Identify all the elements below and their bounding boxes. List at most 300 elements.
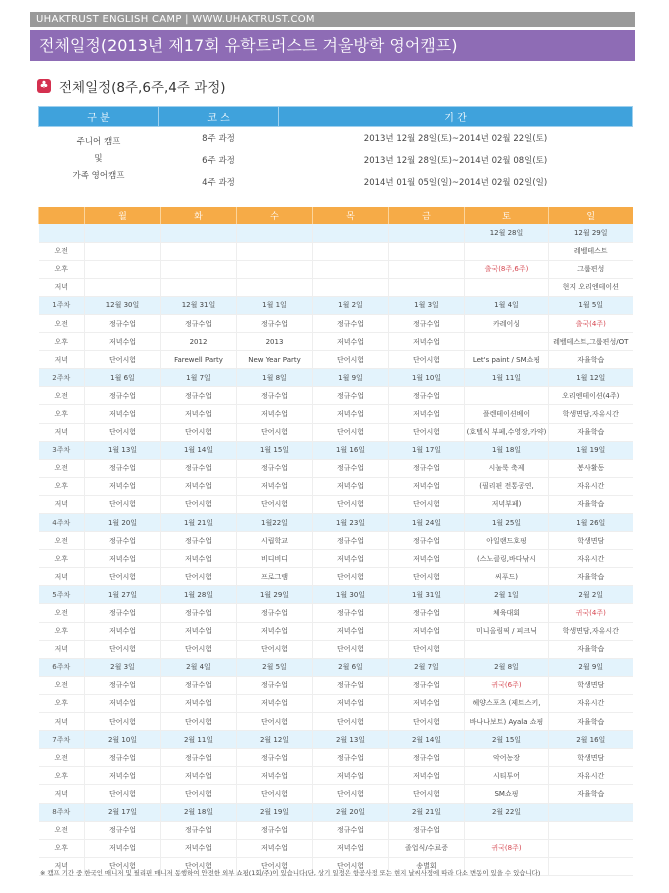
schedule-cell: 2월 1일 [465, 586, 549, 604]
schedule-table [38, 207, 633, 876]
schedule-cell: 저녁수업 [237, 405, 313, 423]
schedule-slot-row [39, 495, 633, 513]
schedule-cell: 정규수업 [313, 821, 389, 839]
schedule-cell: 1월 11일 [465, 369, 549, 387]
club-icon: ♣ [37, 79, 51, 93]
schedule-cell: 정규수업 [85, 604, 161, 622]
schedule-cell: 1월 3일 [389, 296, 465, 314]
schedule-cell: 2월 7일 [389, 658, 465, 676]
schedule-cell: 시립학교 [237, 532, 313, 550]
schedule-header-cell: 토 [465, 207, 549, 224]
schedule-row-label: 5주차 [39, 586, 85, 604]
schedule-cell: 귀국(4주) [549, 604, 633, 622]
schedule-row-label: 오후 [39, 405, 85, 423]
section-title: 전체일정(8주,6주,4주 과정) [59, 80, 226, 96]
schedule-slot-row [39, 278, 633, 296]
schedule-cell: 귀국(8주) [465, 839, 549, 857]
schedule-header-cell: 화 [161, 207, 237, 224]
schedule-cell: 2012 [161, 333, 237, 351]
schedule-row-label: 오후 [39, 694, 85, 712]
schedule-cell: 1월 17일 [389, 441, 465, 459]
schedule-cell: 2월 20일 [313, 803, 389, 821]
schedule-cell: 졸업식/수료증 [389, 839, 465, 857]
schedule-cell: 2월 17일 [85, 803, 161, 821]
schedule-row-label: 오전 [39, 314, 85, 332]
schedule-cell: 단어시험 [389, 713, 465, 731]
schedule-cell [237, 242, 313, 260]
schedule-cell: 1월 18일 [465, 441, 549, 459]
schedule-cell: 정규수업 [237, 314, 313, 332]
schedule-cell: 2월 15일 [465, 731, 549, 749]
schedule-cell: 2월 9일 [549, 658, 633, 676]
schedule-cell: 저녁수업 [237, 694, 313, 712]
schedule-cell: 12월 28일 [465, 224, 549, 242]
schedule-cell: 저녁수업 [85, 694, 161, 712]
schedule-cell: 1월 31일 [389, 586, 465, 604]
schedule-cell: 단어시험 [161, 423, 237, 441]
schedule-cell: 저녁수업 [237, 839, 313, 857]
schedule-cell: 1월 1일 [237, 296, 313, 314]
schedule-row-label: 저녁 [39, 785, 85, 803]
schedule-cell: 현지 오리엔테이션 [549, 278, 633, 296]
schedule-row-label: 저녁 [39, 351, 85, 369]
schedule-cell: 1월 2일 [313, 296, 389, 314]
schedule-cell: 2월 10일 [85, 731, 161, 749]
schedule-row-label: 오후 [39, 839, 85, 857]
schedule-cell: Let's paint / SM쇼핑 [465, 351, 549, 369]
schedule-cell: 단어시험 [313, 785, 389, 803]
schedule-cell: 단어시험 [237, 495, 313, 513]
schedule-cell: 정규수업 [85, 314, 161, 332]
schedule-cell [465, 821, 549, 839]
schedule-cell: 출국(8주,6주) [465, 260, 549, 278]
schedule-row-label: 오전 [39, 676, 85, 694]
schedule-row-label: 6주차 [39, 658, 85, 676]
schedule-cell: Farewell Party [161, 351, 237, 369]
schedule-cell [313, 260, 389, 278]
schedule-cell: 2월 11일 [161, 731, 237, 749]
course-table [38, 106, 633, 193]
schedule-cell: 저녁수업 [389, 333, 465, 351]
schedule-cell: 바나나보트) Ayala 쇼핑 [465, 713, 549, 731]
schedule-cell: 1월 27일 [85, 586, 161, 604]
schedule-cell: 저녁수업 [85, 767, 161, 785]
schedule-cell: 자율학습 [549, 785, 633, 803]
schedule-cell: 저녁수업 [313, 694, 389, 712]
schedule-row-label: 오전 [39, 749, 85, 767]
schedule-cell: 단어시험 [85, 495, 161, 513]
schedule-cell: 단어시험 [85, 785, 161, 803]
schedule-cell: 체육대회 [465, 604, 549, 622]
schedule-slot-row [39, 767, 633, 785]
schedule-cell: 오리엔테이션(4주) [549, 387, 633, 405]
schedule-cell: 자율학습 [549, 351, 633, 369]
schedule-slot-row [39, 550, 633, 568]
schedule-cell: 저녁수업 [313, 477, 389, 495]
schedule-cell: 1월 28일 [161, 586, 237, 604]
schedule-cell: 저녁수업 [85, 333, 161, 351]
course-group-line: 및 [94, 154, 103, 165]
schedule-cell: 정규수업 [389, 821, 465, 839]
schedule-slot-row [39, 459, 633, 477]
schedule-cell: 정규수업 [313, 749, 389, 767]
schedule-date-row [39, 441, 633, 459]
schedule-row-label: 오후 [39, 550, 85, 568]
schedule-cell: 자율학습 [549, 568, 633, 586]
schedule-slot-row [39, 477, 633, 495]
schedule-cell: 정규수업 [85, 459, 161, 477]
schedule-cell: 단어시험 [313, 495, 389, 513]
schedule-row-label: 오전 [39, 242, 85, 260]
schedule-cell: 1월 8일 [237, 369, 313, 387]
schedule-cell: 12월 29일 [549, 224, 633, 242]
schedule-cell: 1월 5일 [549, 296, 633, 314]
schedule-row-label [39, 224, 85, 242]
schedule-cell: 12월 31일 [161, 296, 237, 314]
schedule-cell [161, 242, 237, 260]
schedule-cell: 1월 26일 [549, 514, 633, 532]
schedule-row-label: 오전 [39, 821, 85, 839]
schedule-cell [161, 278, 237, 296]
schedule-row-label: 오전 [39, 387, 85, 405]
course-period: 2013년 12월 28일(토)~2014년 02월 22일(토) [363, 133, 548, 144]
course-period: 2013년 12월 28일(토)~2014년 02월 08일(토) [363, 155, 548, 166]
schedule-cell: 시티투어 [465, 767, 549, 785]
course-header-course: 코 스 [159, 107, 279, 127]
schedule-cell: 시눌룩 축제 [465, 459, 549, 477]
schedule-cell: (호텔식 부페,수영장,카약) [465, 423, 549, 441]
schedule-cell: 1월 15일 [237, 441, 313, 459]
schedule-cell: 단어시험 [237, 713, 313, 731]
schedule-cell: 정규수업 [161, 676, 237, 694]
schedule-slot-row [39, 333, 633, 351]
schedule-cell: 단어시험 [85, 640, 161, 658]
schedule-cell: 정규수업 [85, 676, 161, 694]
schedule-cell: 2월 14일 [389, 731, 465, 749]
schedule-cell: SM쇼핑 [465, 785, 549, 803]
section-heading [37, 76, 226, 96]
course-name: 4주 과정 [202, 177, 235, 188]
schedule-cell: 정규수업 [389, 387, 465, 405]
course-group-line: 주니어 캠프 [76, 137, 121, 148]
schedule-cell: 1월 23일 [313, 514, 389, 532]
schedule-header-cell: 일 [549, 207, 633, 224]
schedule-cell: 1월 4일 [465, 296, 549, 314]
schedule-cell [313, 278, 389, 296]
schedule-cell: 1월 7일 [161, 369, 237, 387]
schedule-cell: 레벨테스트,그룹편성/OT [549, 333, 633, 351]
schedule-cell [465, 333, 549, 351]
schedule-cell: 1월 29일 [237, 586, 313, 604]
schedule-slot-row [39, 713, 633, 731]
schedule-cell: 저녁수업 [389, 622, 465, 640]
schedule-cell: 헤양스포츠 (제트스키, [465, 694, 549, 712]
schedule-slot-row [39, 839, 633, 857]
schedule-slot-row [39, 622, 633, 640]
schedule-cell: 플렌테이션베이 [465, 405, 549, 423]
schedule-cell: 단어시험 [389, 351, 465, 369]
schedule-cell: 자율학습 [549, 423, 633, 441]
schedule-cell: 저녁수업 [313, 839, 389, 857]
schedule-cell: 저녁수업 [85, 550, 161, 568]
schedule-header-cell: 목 [313, 207, 389, 224]
schedule-cell [237, 278, 313, 296]
schedule-cell: 봉사활동 [549, 459, 633, 477]
schedule-cell: 정규수업 [389, 749, 465, 767]
schedule-cell: 단어시험 [161, 640, 237, 658]
schedule-cell: 저녁수업 [313, 333, 389, 351]
schedule-cell: 저녁수업 [161, 550, 237, 568]
schedule-cell: 2013 [237, 333, 313, 351]
schedule-cell: (필리핀 전통공연, [465, 477, 549, 495]
schedule-cell: 2월 8일 [465, 658, 549, 676]
schedule-date-row [39, 514, 633, 532]
schedule-cell: 저녁수업 [237, 622, 313, 640]
schedule-cell: 정규수업 [313, 676, 389, 694]
schedule-cell: 1월 14일 [161, 441, 237, 459]
schedule-slot-row [39, 568, 633, 586]
schedule-slot-row [39, 242, 633, 260]
schedule-cell: 단어시험 [313, 351, 389, 369]
schedule-cell: 정규수업 [237, 604, 313, 622]
schedule-header-cell: 금 [389, 207, 465, 224]
schedule-slot-row [39, 423, 633, 441]
schedule-cell: 그룹편성 [549, 260, 633, 278]
schedule-row-label: 저녁 [39, 568, 85, 586]
schedule-row-label: 1주차 [39, 296, 85, 314]
schedule-cell: 정규수업 [161, 459, 237, 477]
schedule-cell [313, 224, 389, 242]
schedule-date-row [39, 296, 633, 314]
schedule-cell: New Year Party [237, 351, 313, 369]
schedule-cell: 2월 13일 [313, 731, 389, 749]
schedule-row-label: 3주차 [39, 441, 85, 459]
schedule-cell: 단어시험 [313, 857, 389, 875]
schedule-row-label: 7주차 [39, 731, 85, 749]
schedule-cell: 정규수업 [237, 459, 313, 477]
schedule-cell: 단어시험 [389, 640, 465, 658]
schedule-cell: 단어시험 [389, 568, 465, 586]
schedule-cell: 단어시험 [85, 568, 161, 586]
schedule-slot-row [39, 604, 633, 622]
schedule-cell: 2월 4일 [161, 658, 237, 676]
schedule-cell [549, 839, 633, 857]
course-name: 6주 과정 [202, 155, 235, 166]
schedule-cell: 저녁수업 [313, 405, 389, 423]
schedule-cell: 정규수업 [85, 387, 161, 405]
schedule-cell [161, 224, 237, 242]
schedule-slot-row [39, 314, 633, 332]
schedule-cell: 2월 19일 [237, 803, 313, 821]
schedule-cell: 단어시험 [313, 568, 389, 586]
schedule-row-label: 오전 [39, 459, 85, 477]
schedule-cell: 2월 3일 [85, 658, 161, 676]
schedule-cell: 정규수업 [161, 749, 237, 767]
schedule-cell: 정규수업 [313, 314, 389, 332]
schedule-cell: 정규수업 [161, 821, 237, 839]
schedule-date-row [39, 731, 633, 749]
schedule-cell: 1월 30일 [313, 586, 389, 604]
schedule-cell: 단어시험 [85, 351, 161, 369]
schedule-row-label: 오후 [39, 477, 85, 495]
schedule-row-label: 오후 [39, 622, 85, 640]
course-header-period: 기 간 [279, 107, 633, 127]
schedule-cell: 학생면담 [549, 676, 633, 694]
schedule-cell: 2월 6일 [313, 658, 389, 676]
schedule-cell: 저녁수업 [85, 839, 161, 857]
schedule-cell [85, 224, 161, 242]
schedule-slot-row [39, 532, 633, 550]
schedule-cell: 미니올림픽 / 피크닉 [465, 622, 549, 640]
schedule-cell [389, 260, 465, 278]
schedule-cell: 악어농장 [465, 749, 549, 767]
schedule-cell [465, 387, 549, 405]
schedule-cell: 정규수업 [161, 314, 237, 332]
schedule-cell: 단어시험 [313, 423, 389, 441]
schedule-date-row [39, 586, 633, 604]
schedule-cell: 저녁수업 [161, 694, 237, 712]
schedule-row-label: 오후 [39, 767, 85, 785]
schedule-cell: 단어시험 [237, 857, 313, 875]
schedule-cell: 1월 12일 [549, 369, 633, 387]
schedule-cell: 저녁수업 [389, 405, 465, 423]
schedule-header-cell [39, 207, 85, 224]
schedule-cell: 저녁수업 [85, 622, 161, 640]
schedule-slot-row [39, 405, 633, 423]
schedule-cell: 저녁수업 [313, 550, 389, 568]
schedule-date-row [39, 658, 633, 676]
schedule-cell: 정규수업 [313, 387, 389, 405]
schedule-cell: 1월 16일 [313, 441, 389, 459]
schedule-row-label: 오후 [39, 333, 85, 351]
schedule-cell: 아일랜드호핑 [465, 532, 549, 550]
course-group [39, 127, 159, 193]
schedule-slot-row [39, 785, 633, 803]
schedule-cell: 단어시험 [237, 785, 313, 803]
schedule-row-label: 저녁 [39, 713, 85, 731]
schedule-cell: 1월22일 [237, 514, 313, 532]
schedule-cell: 귀국(6주) [465, 676, 549, 694]
schedule-cell: 송별회 [389, 857, 465, 875]
schedule-row-label: 2주차 [39, 369, 85, 387]
schedule-cell: 저녁수업 [161, 622, 237, 640]
schedule-cell: 저녁수업 [85, 405, 161, 423]
schedule-cell: 1월 9일 [313, 369, 389, 387]
schedule-row-label: 저녁 [39, 495, 85, 513]
schedule-cell: 정규수업 [313, 604, 389, 622]
schedule-cell [85, 260, 161, 278]
schedule-cell: 자유시간 [549, 550, 633, 568]
schedule-row-label: 오전 [39, 604, 85, 622]
schedule-cell: 카레이싱 [465, 314, 549, 332]
schedule-cell: 12월 30일 [85, 296, 161, 314]
schedule-cell: 1월 21일 [161, 514, 237, 532]
schedule-cell: 정규수업 [237, 749, 313, 767]
schedule-row-label: 저녁 [39, 278, 85, 296]
schedule-cell: 학생면담,자유시간 [549, 622, 633, 640]
brand-bar: UHAKTRUST ENGLISH CAMP | WWW.UHAKTRUST.COM [30, 12, 635, 27]
schedule-cell: 정규수업 [237, 676, 313, 694]
schedule-cell: 1월 6일 [85, 369, 161, 387]
schedule-cell: 1월 19일 [549, 441, 633, 459]
schedule-cell: 정규수업 [313, 532, 389, 550]
schedule-slot-row [39, 351, 633, 369]
schedule-cell: 2월 22일 [465, 803, 549, 821]
course-period: 2014년 01월 05일(일)~2014년 02월 02일(일) [363, 177, 548, 188]
schedule-cell: 비디비디 [237, 550, 313, 568]
schedule-cell: 학생면담 [549, 749, 633, 767]
schedule-row-label: 저녁 [39, 423, 85, 441]
schedule-cell: 자유시간 [549, 477, 633, 495]
schedule-cell [237, 260, 313, 278]
schedule-cell: 2월 5일 [237, 658, 313, 676]
schedule-cell: 정규수업 [161, 532, 237, 550]
schedule-cell [85, 242, 161, 260]
schedule-cell [389, 224, 465, 242]
schedule-cell [161, 260, 237, 278]
schedule-cell: 저녁수업 [389, 767, 465, 785]
schedule-date-row [39, 369, 633, 387]
schedule-row-label: 오전 [39, 532, 85, 550]
schedule-date-row [39, 803, 633, 821]
schedule-cell: 단어시험 [389, 495, 465, 513]
course-name: 8주 과정 [202, 133, 235, 144]
schedule-cell: 단어시험 [237, 423, 313, 441]
schedule-cell [549, 857, 633, 875]
schedule-cell: 단어시험 [85, 423, 161, 441]
schedule-cell: 저녁수업 [237, 767, 313, 785]
schedule-cell: 자율학습 [549, 713, 633, 731]
course-header-group: 구 분 [39, 107, 159, 127]
schedule-cell: 저녁수업 [161, 839, 237, 857]
schedule-cell: 저녁수업 [389, 477, 465, 495]
schedule-row-label: 8주차 [39, 803, 85, 821]
schedule-cell [313, 242, 389, 260]
schedule-cell: 학생면담,자유시간 [549, 405, 633, 423]
schedule-cell: 정규수업 [389, 532, 465, 550]
schedule-cell: 단어시험 [389, 785, 465, 803]
schedule-cell [465, 242, 549, 260]
schedule-cell: 학생면담 [549, 532, 633, 550]
schedule-cell: 단어시험 [85, 857, 161, 875]
schedule-cell [549, 821, 633, 839]
schedule-cell: 저녁수업 [161, 477, 237, 495]
schedule-cell: 저녁수업 [389, 550, 465, 568]
schedule-slot-row [39, 749, 633, 767]
schedule-slot-row [39, 260, 633, 278]
schedule-cell: 저녁부페) [465, 495, 549, 513]
schedule-cell: 저녁수업 [161, 767, 237, 785]
schedule-cell: 프로그램 [237, 568, 313, 586]
schedule-cell: 1월 25일 [465, 514, 549, 532]
schedule-cell: 단어시험 [237, 640, 313, 658]
schedule-cell: 정규수업 [313, 459, 389, 477]
schedule-row-label: 저녁 [39, 640, 85, 658]
schedule-cell: 2월 16일 [549, 731, 633, 749]
schedule-header-cell: 월 [85, 207, 161, 224]
schedule-cell: 저녁수업 [313, 622, 389, 640]
schedule-row-label: 오후 [39, 260, 85, 278]
schedule-cell: 정규수업 [237, 387, 313, 405]
schedule-slot-row [39, 640, 633, 658]
schedule-cell: 저녁수업 [237, 477, 313, 495]
schedule-cell: 2월 18일 [161, 803, 237, 821]
schedule-cell: 2월 12일 [237, 731, 313, 749]
schedule-cell: 단어시험 [161, 857, 237, 875]
schedule-cell [237, 224, 313, 242]
schedule-cell: 저녁수업 [161, 405, 237, 423]
schedule-cell: 단어시험 [161, 785, 237, 803]
